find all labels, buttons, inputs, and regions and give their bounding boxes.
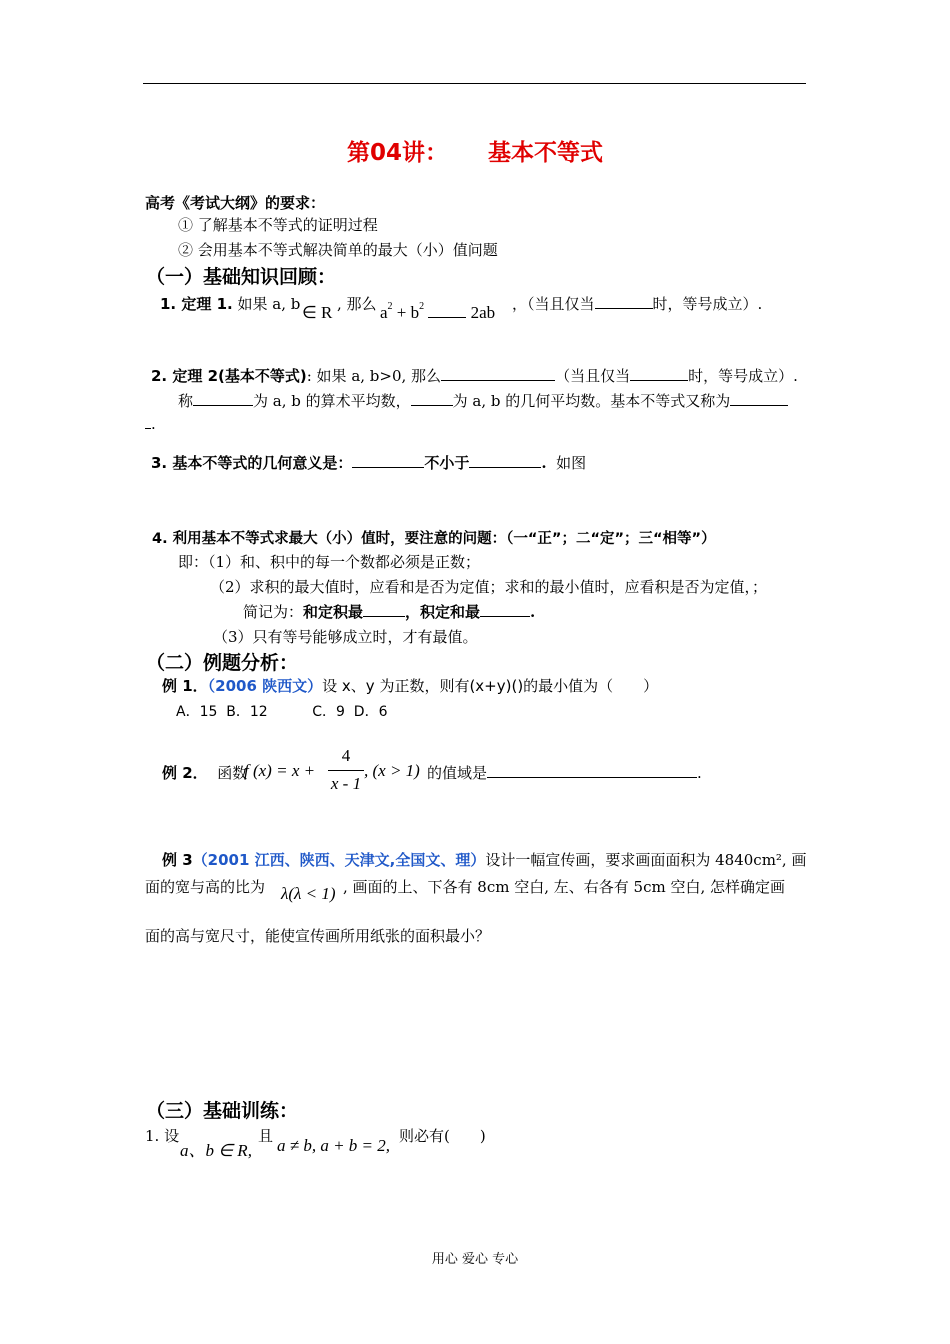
item-4-line-1: 即：（1）和、积中的每一个数都必须是正数；	[178, 553, 481, 571]
header-rule	[143, 83, 806, 84]
ratio-lambda: λ(λ < 1)	[281, 884, 336, 903]
section-heading-1: （一）基础知识回顾：	[146, 266, 337, 288]
question-1-tail: 则必有( )	[399, 1127, 486, 1145]
domain-condition: , (x > 1)	[364, 761, 420, 780]
question-1-math-b: a ≠ b, a + b = 2,	[277, 1136, 391, 1155]
question-1-label: 1. 设	[145, 1127, 180, 1145]
example-1: 例 1．（2006 陕西文）设 x、y 为正数，则有(x+y)()的最小值为（ ）	[162, 677, 659, 695]
syllabus-heading: 高考《考试大纲》的要求：	[145, 194, 326, 212]
theorem-1-tail: ，（当且仅当 时，等号成立）.	[512, 295, 763, 313]
theorem-1: 1. 定理 1. 如果 a, b	[160, 295, 301, 313]
fraction-numerator: 4	[341, 746, 351, 765]
section-heading-2: （二）例题分析：	[146, 652, 299, 674]
theorem-2-line3: .	[145, 414, 156, 433]
function-expression: f (x) = x +	[244, 761, 316, 780]
example-3-line-3: 面的高与宽尺寸，能使宣传画所用纸张的面积最小？	[145, 927, 491, 945]
item-4-line-3: 简记为：和定积最 ，积定和最 .	[243, 603, 536, 621]
blank-relation	[428, 303, 466, 318]
example-3-line-2b: , 画面的上、下各有 8cm 空白, 左、右各有 5cm 空白, 怎样确定画	[343, 878, 786, 896]
question-1-qie: 且	[258, 1127, 274, 1145]
syllabus-item-2: ② 会用基本不等式解决简单的最大（小）值问题	[178, 241, 498, 259]
example-2-tail: 的值域是 .	[427, 764, 702, 782]
fraction-denominator: x - 1	[330, 774, 362, 793]
example-3-line-2a: 面的宽与高的比为	[145, 878, 266, 896]
theorem-2-line2: 称 为 a, b 的算术平均数， 为 a, b 的几何平均数。基本不等式又称为	[178, 390, 788, 411]
fraction-bar	[328, 770, 364, 771]
then-text: , 那么	[337, 295, 377, 313]
example-3-line-1: 例 3（2001 江西、陕西、天津文,全国文、理）设计一幅宣传画，要求画面面积为 4840cm², 画	[162, 851, 807, 869]
page-footer: 用心 爱心 专心	[431, 1252, 519, 1267]
page-title: 第04讲： 基本不等式	[346, 140, 603, 166]
theorem-2: 2. 定理 2(基本不等式): 如果 a, b>0, 那么 （当且仅当 时，等号成立）.	[151, 367, 798, 385]
example-1-options: A．15 B．12 C．9 D．6	[176, 704, 388, 720]
item-4-line-4: （3）只有等号能够成立时，才有最值。	[213, 628, 478, 646]
in-r-symbol: ∈ R	[302, 303, 333, 322]
sum-of-squares: $a^2 + b^2$ 2ab	[380, 301, 496, 322]
item-3: 3. 基本不等式的几何意义是： 不小于 . 如图	[151, 454, 587, 472]
example-2-label: 例 2． 函数	[162, 764, 248, 782]
item-4-heading: 4. 利用基本不等式求最大（小）值时，要注意的问题：（一“正”；二“定”；三“相等”）	[152, 531, 716, 547]
syllabus-item-1: ① 了解基本不等式的证明过程	[178, 216, 378, 234]
question-1-math-a: a、b ∈ R,	[180, 1141, 252, 1160]
section-heading-3: （三）基础训练：	[146, 1100, 299, 1122]
item-4-line-2: （2）求积的最大值时，应看和是否为定值；求和的最小值时，应看积是否为定值，；	[210, 578, 768, 596]
